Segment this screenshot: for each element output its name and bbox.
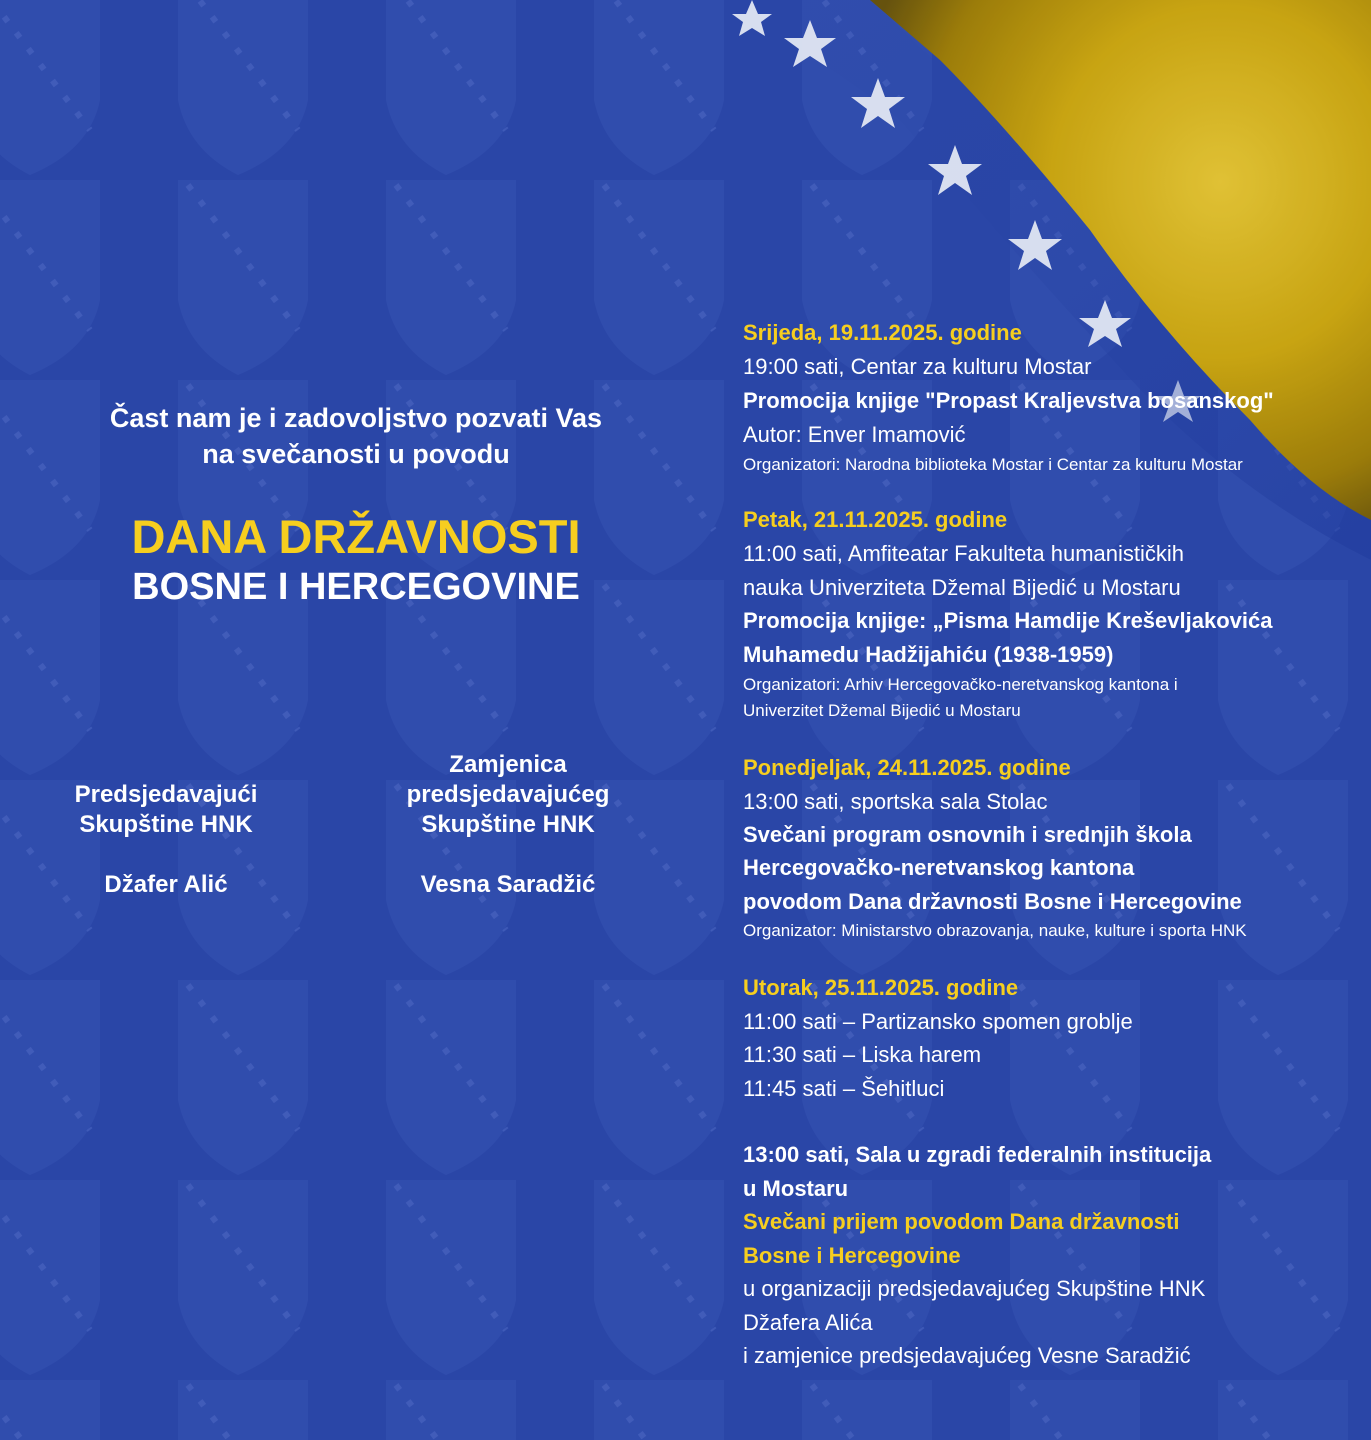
reception-time-place: 13:00 sati, Sala u zgradi federalnih institucija: [743, 1142, 1212, 1167]
event-program: Promocija knjige "Propast Kraljevstva bosanskog": [743, 388, 1274, 413]
event-organizers: Organizatori: Narodna biblioteka Mostar i Centar za kulturu Mostar: [743, 455, 1243, 474]
event-time-place: nauka Univerziteta Džemal Bijedić u Mostaru: [743, 575, 1181, 600]
signatory-role-line: Skupštine HNK: [421, 811, 595, 838]
reception-title: Svečani prijem povodom Dana državnosti: [743, 1209, 1180, 1234]
invitation-line-2: na svečanosti u povodu: [202, 439, 510, 469]
main-title: DANA DRŽAVNOSTI: [131, 510, 581, 563]
invitation-line-1: Čast nam je i zadovoljstvo pozvati Vas: [109, 403, 603, 433]
signatory-role-line: Skupštine HNK: [79, 811, 253, 838]
event-program: Hercegovačko-neretvanskog kantona: [743, 855, 1135, 880]
event-visit: 11:30 sati – Liska harem: [743, 1042, 982, 1067]
event-organizers: Univerzitet Džemal Bijedić u Mostaru: [743, 701, 1021, 720]
event-time-place: 11:00 sati, Amfiteatar Fakulteta humanističkih: [743, 541, 1185, 566]
signatory-role-line: Zamjenica: [449, 751, 567, 778]
reception-time-place: u Mostaru: [743, 1176, 849, 1201]
event-program: Muhamedu Hadžijahiću (1938-1959): [743, 642, 1114, 667]
bih-flag-corner: [0, 0, 1371, 560]
event-program: Svečani program osnovnih i srednjih škola: [743, 822, 1192, 847]
invitation-text: [40, 400, 672, 472]
event-visit: 11:00 sati – Partizansko spomen groblje: [743, 1009, 1133, 1034]
event-time-place: 13:00 sati, sportska sala Stolac: [743, 789, 1048, 814]
event-date: Petak, 21.11.2025. godine: [743, 507, 1008, 532]
reception-title: Bosne i Hercegovine: [743, 1243, 961, 1268]
signatory-chairman: [40, 780, 292, 900]
signatory-role-line: predsjedavajućeg: [406, 781, 610, 808]
event-date: Srijeda, 19.11.2025. godine: [743, 320, 1022, 345]
event-program: povodom Dana državnosti Bosne i Hercegovine: [743, 889, 1242, 914]
reception-organization: i zamjenice predsjedavajućeg Vesne Saradžić: [743, 1343, 1191, 1368]
event-date: Ponedjeljak, 24.11.2025. godine: [743, 755, 1071, 780]
event-time-place: 19:00 sati, Centar za kulturu Mostar: [743, 354, 1092, 379]
signatory-deputy: [368, 750, 648, 900]
event-organizers: Organizatori: Arhiv Hercegovačko-neretvanskog kantona i: [743, 675, 1178, 694]
signatory-name: Vesna Saradžić: [420, 871, 596, 898]
event-visit: 11:45 sati – Šehitluci: [743, 1076, 945, 1101]
signatory-role-line: Predsjedavajući: [74, 781, 258, 808]
event-organizers: Organizator: Ministarstvo obrazovanja, nauke, kulture i sporta HNK: [743, 921, 1247, 940]
signatory-name: Džafer Alić: [104, 871, 228, 898]
reception-organization: Džafera Alića: [743, 1310, 873, 1335]
event-date: Utorak, 25.11.2025. godine: [743, 975, 1019, 1000]
main-subtitle: BOSNE I HERCEGOVINE: [132, 566, 580, 608]
reception-organization: u organizaciji predsjedavajućeg Skupštine HNK: [743, 1276, 1206, 1301]
event-program: Promocija knjige: „Pisma Hamdije Kreševljakovića: [743, 608, 1273, 633]
event-author: Autor: Enver Imamović: [743, 422, 966, 447]
